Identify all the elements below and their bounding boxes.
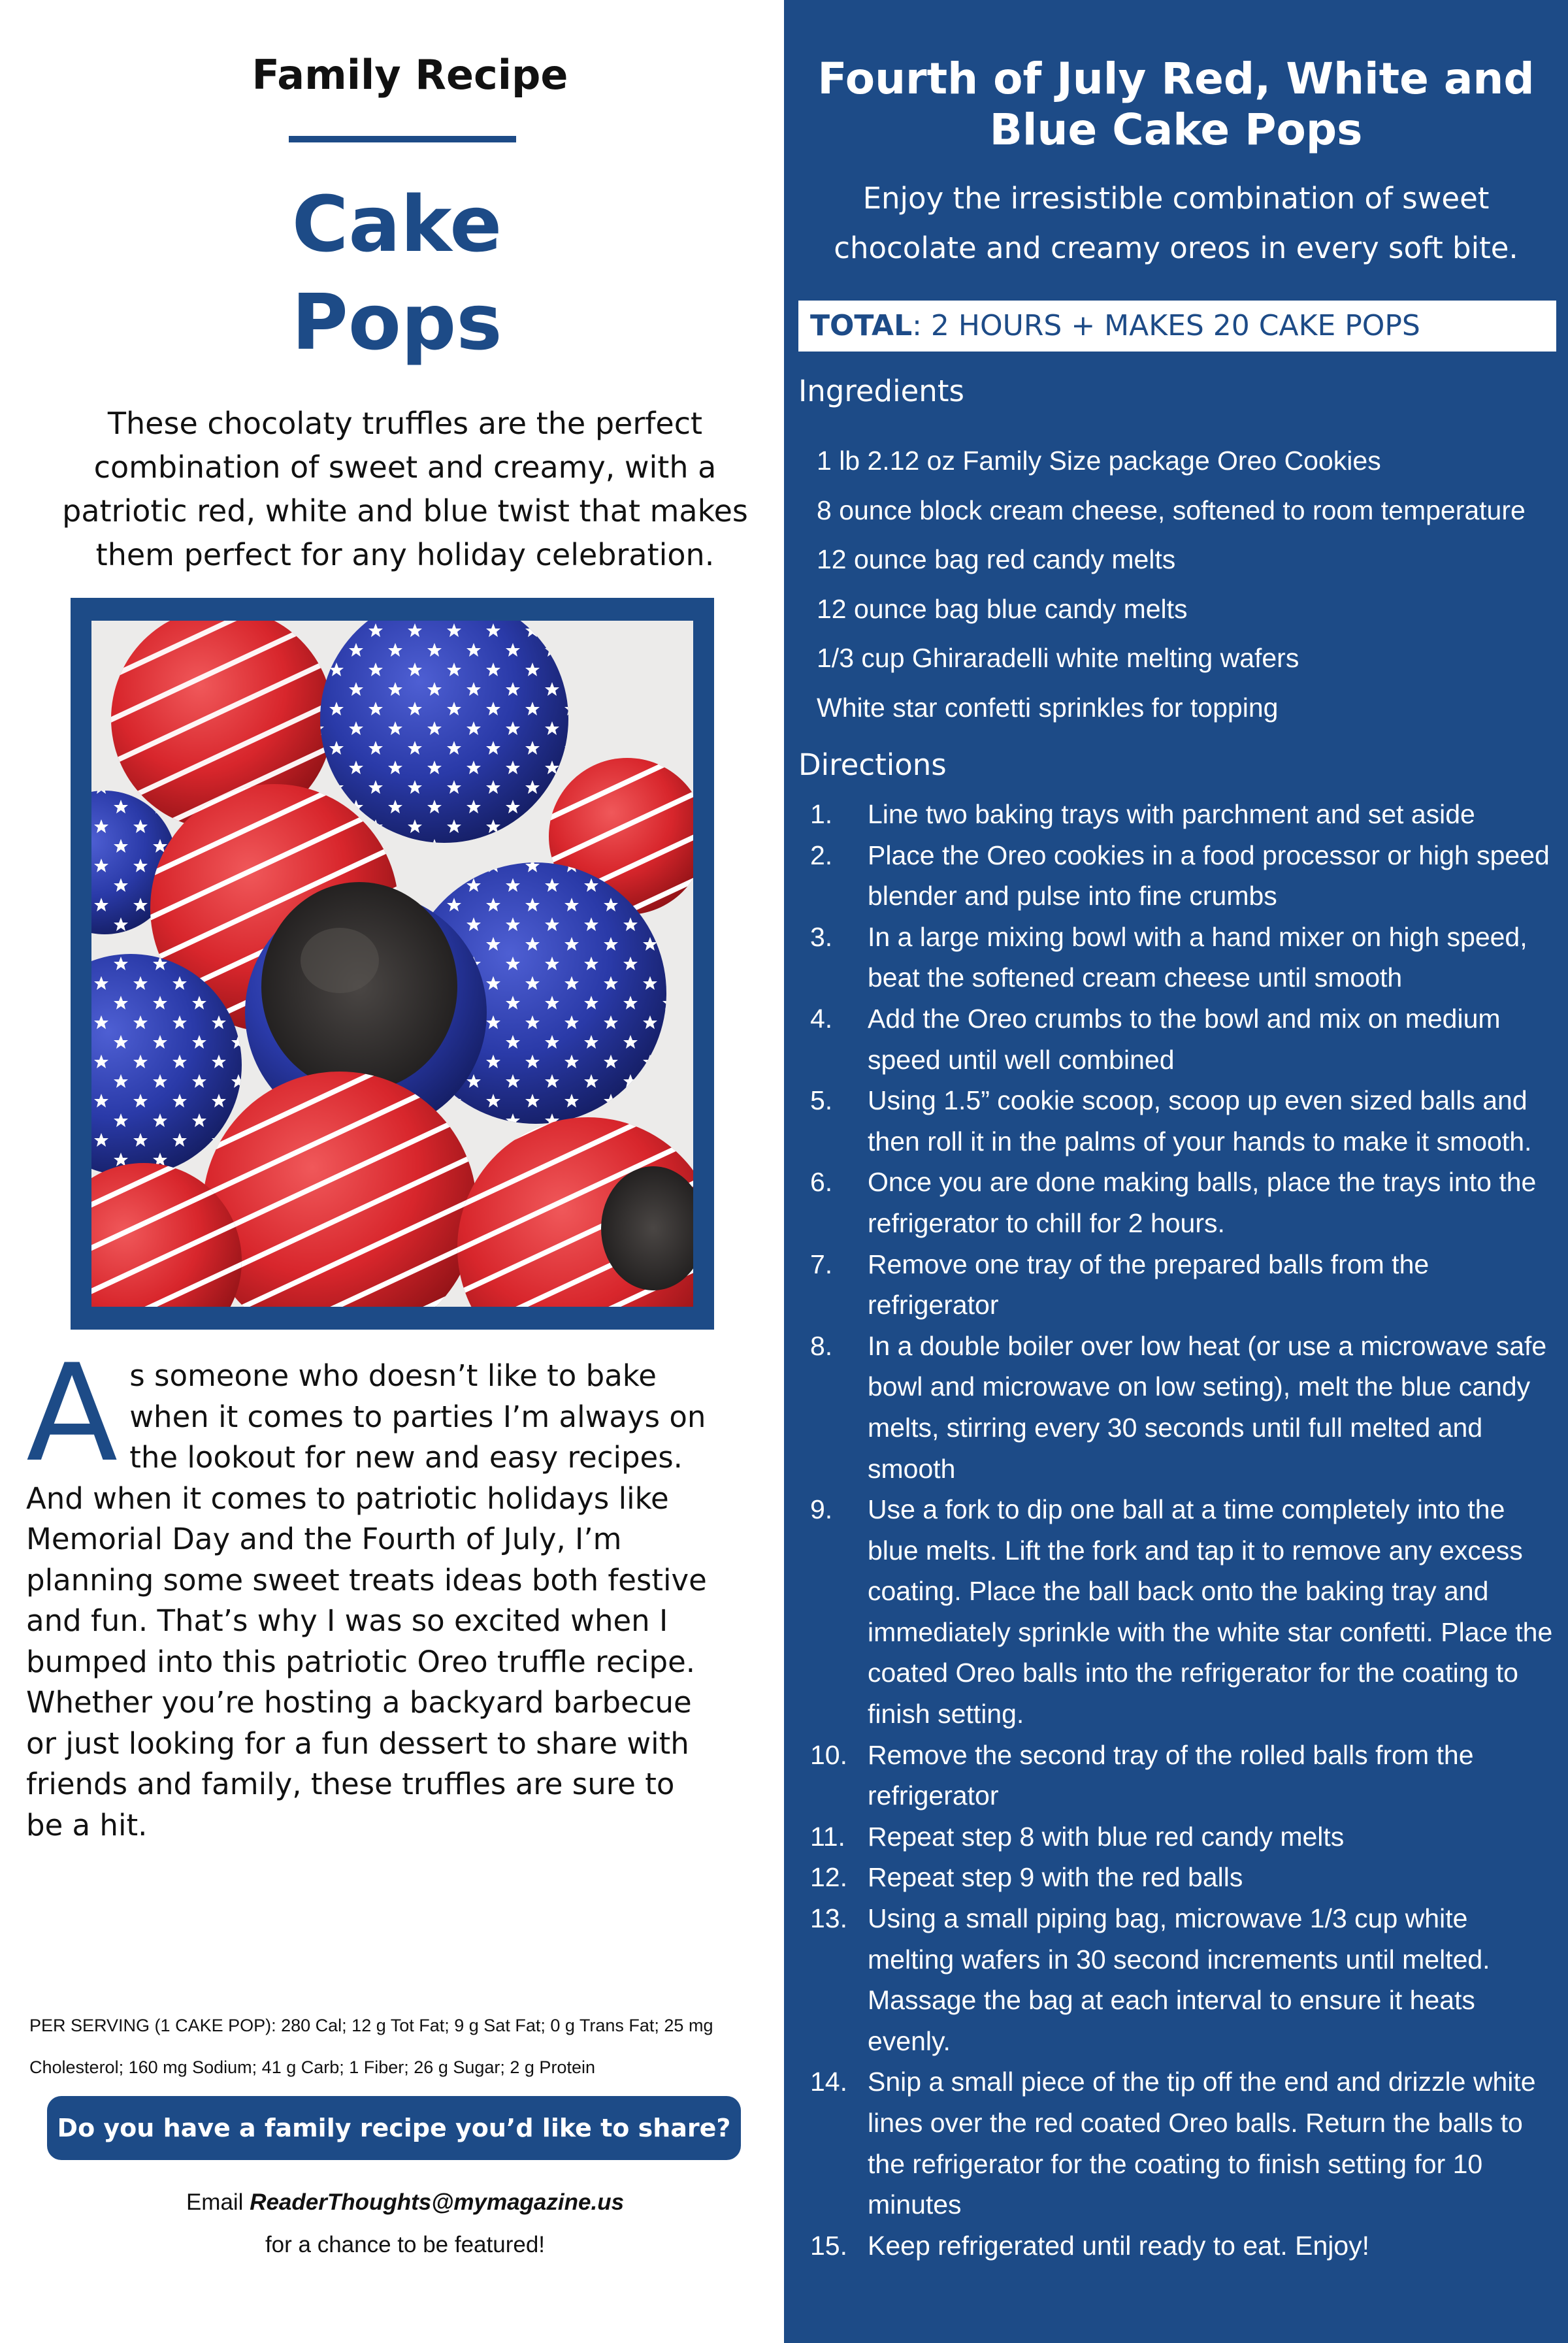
step-text-line: smooth [868, 1453, 956, 1484]
cake-pops-illustration [91, 621, 693, 1307]
direction-step [810, 2061, 1555, 2225]
story-line: s someone who doesn’t like to bake [129, 1358, 657, 1393]
step-text [868, 1735, 1555, 1816]
step-number: 7. [810, 1249, 833, 1279]
step-text-line: Snip a small piece of the tip off the end and drizzle white [868, 2067, 1536, 2097]
story-line: friends and family, these truffles are sure to [26, 1767, 675, 1801]
directions-heading: Directions [798, 747, 947, 782]
story-line: And when it comes to patriotic holidays like [26, 1481, 669, 1516]
step-text-line: refrigerator [868, 1290, 999, 1320]
step-text-line: lines over the red coated Oreo balls. Return the balls to [868, 2108, 1523, 2138]
step-text-line: Once you are done making balls, place the trays into the [868, 1167, 1537, 1198]
story-line: or just looking for a fun dessert to share with [26, 1726, 689, 1761]
direction-step [810, 1244, 1555, 1326]
step-text-line: refrigerator [868, 1780, 999, 1811]
step-text-line: Massage the bag at each interval to ensure it heats [868, 1985, 1475, 2016]
step-number: 4. [810, 1003, 833, 1034]
step-text-line: Remove one tray of the prepared balls from the [868, 1249, 1429, 1279]
step-text-line: melts, stirring every 30 seconds until full melted and [868, 1412, 1483, 1443]
step-text [868, 1244, 1555, 1326]
step-number: 8. [810, 1330, 833, 1361]
story-line: when it comes to parties I’m always on [129, 1399, 706, 1434]
step-text-line: In a large mixing bowl with a hand mixer on high speed, [868, 921, 1527, 952]
step-text [868, 1162, 1555, 1243]
step-text [868, 794, 1555, 835]
direction-step [810, 835, 1555, 917]
step-text [868, 1326, 1555, 1489]
direction-step [810, 917, 1555, 998]
title-divider [289, 136, 516, 142]
step-text [868, 835, 1555, 917]
step-number: 12. [810, 1862, 847, 1893]
story-line: the lookout for new and easy recipes. [129, 1440, 683, 1475]
direction-step [810, 1735, 1555, 1816]
recipe-subtitle-line-2: chocolate and creamy oreos in every soft bite. [834, 231, 1518, 265]
direction-step [810, 1898, 1555, 2061]
ingredient-item: 1 lb 2.12 oz Family Size package Oreo Cookies [817, 446, 1381, 476]
step-text-line: coating. Place the ball back onto the baking tray and [868, 1576, 1489, 1607]
step-text-line: melting wafers in 30 second increments until melted. [868, 1944, 1490, 1974]
step-number: 1. [810, 799, 833, 829]
step-number: 14. [810, 2067, 847, 2097]
ingredient-item: 8 ounce block cream cheese, softened to room temperature [817, 495, 1526, 525]
story-paragraph [26, 1336, 768, 1846]
step-text [868, 1857, 1555, 1898]
nutrition-line: Cholesterol; 160 mg Sodium; 41 g Carb; 1 Fiber; 26 g Sugar; 2 g Protein [29, 2057, 595, 2077]
step-text-line: Remove the second tray of the rolled balls from the [868, 1739, 1474, 1770]
direction-step [810, 1857, 1555, 1898]
step-text-line: blue melts. Lift the fork and tap it to remove any excess [868, 1535, 1523, 1565]
step-text [868, 1489, 1555, 1735]
step-text-line: Place the Oreo cookies in a food processor or high speed [868, 840, 1550, 870]
intro-line: combination of sweet and creamy, with a [93, 450, 717, 485]
step-text-line: evenly. [868, 2025, 951, 2056]
story-line: bumped into this patriotic Oreo truffle recipe. [26, 1644, 696, 1679]
step-text-line: the refrigerator for the coating to finish setting for 10 [868, 2148, 1483, 2179]
direction-step [810, 1489, 1555, 1735]
step-text [868, 1816, 1555, 1858]
step-number: 10. [810, 1739, 847, 1770]
step-text-line: Repeat step 9 with the red balls [868, 1862, 1243, 1893]
story-line: Whether you’re hosting a backyard barbecue [26, 1685, 692, 1720]
step-number: 6. [810, 1167, 833, 1198]
direction-step [810, 1080, 1555, 1162]
story-line: planning some sweet treats ideas both festive [26, 1562, 707, 1598]
ingredient-item: White star confetti sprinkles for topping [817, 692, 1279, 723]
contact-email-link[interactable]: ReaderThoughts@mymagazine.us [250, 2189, 625, 2215]
nutrition-line: PER SERVING (1 CAKE POP): 280 Cal; 12 g Tot Fat; 9 g Sat Fat; 0 g Trans Fat; 25 mg [29, 2016, 713, 2035]
step-text-line: minutes [868, 2189, 962, 2220]
step-text-line: Use a fork to dip one ball at a time completely into the [868, 1494, 1505, 1525]
step-text-line: Using a small piping bag, microwave 1/3 cup white [868, 1903, 1468, 1934]
share-recipe-banner: Do you have a family recipe you’d like to share? [47, 2096, 741, 2160]
step-number: 5. [810, 1085, 833, 1116]
direction-step [810, 2225, 1555, 2267]
page-title [0, 175, 794, 371]
step-text-line: bowl and microwave on low seting), melt the blue candy [868, 1371, 1531, 1402]
step-text-line: coated Oreo balls into the refrigerator for the coating to [868, 1658, 1518, 1688]
directions-list [810, 794, 1555, 2266]
recipe-title-line-2: Blue Cake Pops [989, 105, 1363, 155]
direction-step [810, 1816, 1555, 1858]
ingredient-item: 12 ounce bag red candy melts [817, 544, 1176, 574]
step-text-line: finish setting. [868, 1699, 1024, 1729]
cake-pops-photo [91, 621, 693, 1307]
step-text [868, 1898, 1555, 2061]
recipe-subtitle-line-1: Enjoy the irresistible combination of sweet [862, 181, 1490, 216]
step-text-line: Keep refrigerated until ready to eat. Enjoy! [868, 2230, 1370, 2261]
intro-paragraph [33, 402, 777, 577]
step-text-line: speed until well combined [868, 1044, 1175, 1075]
recipe-subtitle [797, 174, 1555, 273]
contact-suffix: for a chance to be featured! [265, 2232, 546, 2257]
story-line: Memorial Day and the Fourth of July, I’m [26, 1522, 622, 1556]
intro-line: patriotic red, white and blue twist that makes [62, 493, 748, 529]
nutrition-facts [29, 2005, 771, 2088]
section-kicker: Family Recipe [252, 51, 568, 99]
ingredient-item: 12 ounce bag blue candy melts [817, 593, 1188, 624]
step-text-line: refrigerator to chill for 2 hours. [868, 1207, 1225, 1238]
step-number: 13. [810, 1903, 847, 1934]
direction-step [810, 998, 1555, 1080]
page-title-line-1: Cake [291, 179, 502, 269]
recipe-title [797, 54, 1555, 156]
intro-line: These chocolaty truffles are the perfect [107, 406, 703, 441]
step-text-line: beat the softened cream cheese until smooth [868, 962, 1403, 993]
step-text-line: Line two baking trays with parchment and set aside [868, 799, 1475, 829]
drop-cap: A [26, 1336, 118, 1492]
contact-info [0, 2181, 810, 2266]
step-text [868, 2061, 1555, 2225]
recipe-title-line-1: Fourth of July Red, White and [817, 54, 1535, 104]
contact-email-line [0, 2181, 810, 2223]
story-line: be a hit. [26, 1807, 148, 1843]
ingredients-heading: Ingredients [798, 374, 964, 408]
total-time-box [798, 301, 1556, 352]
step-text-line: then roll it in the palms of your hands to make it smooth. [868, 1126, 1532, 1156]
direction-step [810, 1326, 1555, 1489]
right-column [784, 0, 1568, 2343]
step-text-line: Repeat step 8 with blue red candy melts [868, 1821, 1345, 1852]
step-number: 3. [810, 921, 833, 952]
step-number: 9. [810, 1494, 833, 1525]
step-text [868, 998, 1555, 1080]
step-number: 15. [810, 2230, 847, 2261]
ingredients-list [817, 436, 1555, 732]
contact-prefix: Email [186, 2189, 250, 2215]
page-title-line-2: Pops [291, 277, 502, 367]
step-text [868, 1080, 1555, 1162]
total-value: : 2 HOURS + MAKES 20 CAKE POPS [912, 309, 1420, 342]
step-text [868, 917, 1555, 998]
step-text [868, 2225, 1555, 2267]
direction-step [810, 794, 1555, 835]
total-label: TOTAL [810, 309, 913, 342]
step-number: 11. [810, 1821, 845, 1852]
direction-step [810, 1162, 1555, 1243]
intro-line: them perfect for any holiday celebration. [95, 537, 715, 572]
step-text-line: immediately sprinkle with the white star confetti. Place the [868, 1616, 1553, 1647]
story-line: and fun. That’s why I was so excited when I [26, 1603, 668, 1638]
step-text-line: In a double boiler over low heat (or use a microwave safe [868, 1330, 1547, 1361]
step-text-line: Add the Oreo crumbs to the bowl and mix on medium [868, 1003, 1501, 1034]
step-number: 2. [810, 840, 833, 870]
step-text-line: blender and pulse into fine crumbs [868, 881, 1277, 911]
ingredient-item: 1/3 cup Ghiraradelli white melting wafers [817, 643, 1299, 673]
photo-frame [71, 598, 714, 1330]
step-text-line: Using 1.5” cookie scoop, scoop up even sized balls and [868, 1085, 1527, 1116]
